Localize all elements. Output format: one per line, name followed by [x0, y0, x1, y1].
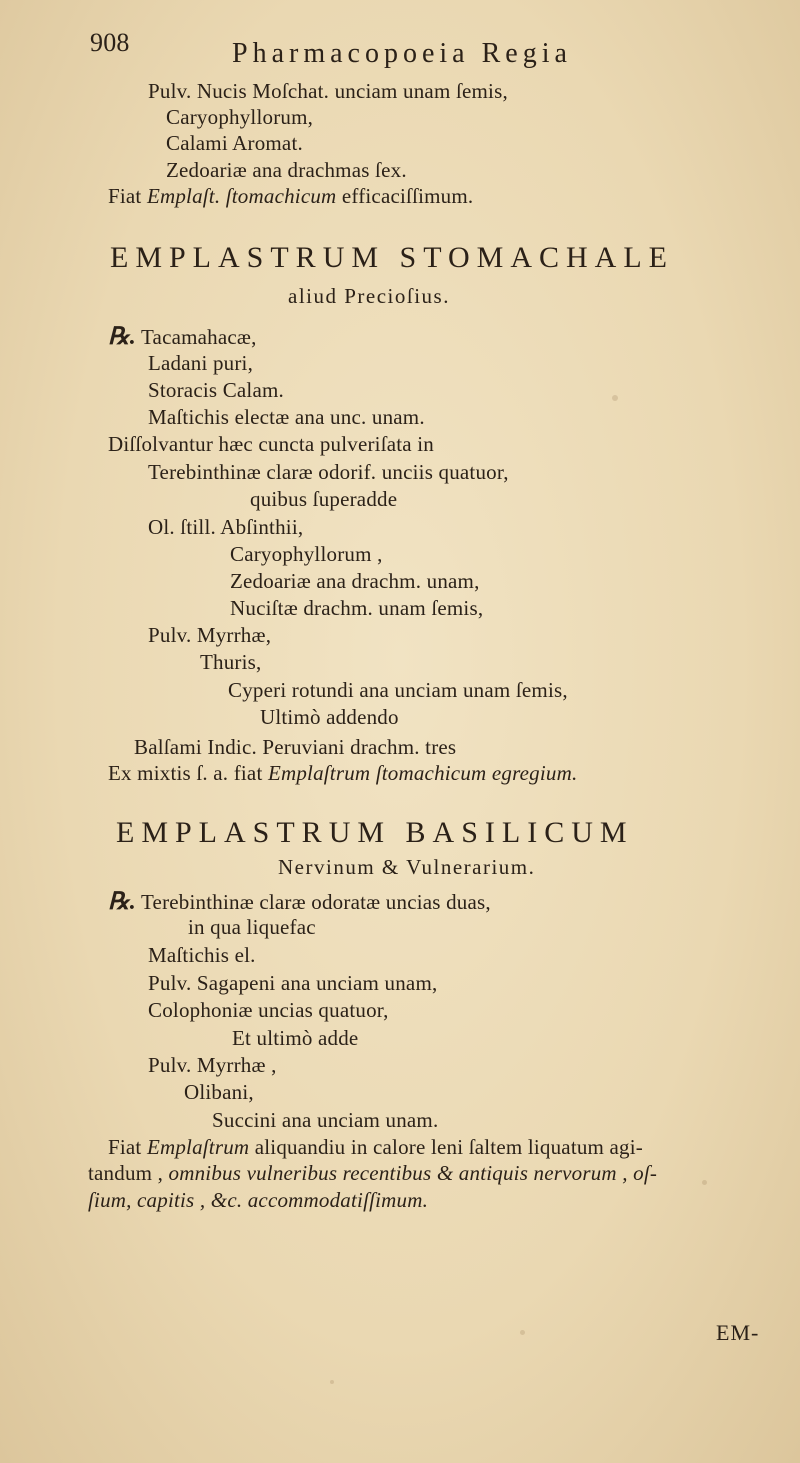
text-span: Tacamahacæ, [141, 325, 257, 349]
stain-mark [612, 395, 618, 401]
text-line: Calami Aromat. [166, 131, 303, 155]
text-line: in qua liquefac [188, 915, 316, 939]
text-span: Ex mixtis ſ. a. fiat [108, 761, 263, 785]
text-line: Balſami Indic. Peruviani drachm. tres [134, 735, 457, 759]
text-line: Pulv. Myrrhæ, [148, 623, 272, 647]
text-line: Maſtichis electæ ana unc. unam. [148, 405, 425, 429]
running-title: Pharmacopoeia Regia [232, 38, 572, 69]
text-line [88, 1163, 657, 1184]
text-span-italic: Emplaſtrum ſtomachicum egregium. [267, 761, 578, 785]
text-line [108, 186, 473, 207]
text-line: Diſſolvantur hæc cuncta pulveriſata in [108, 432, 435, 456]
text-line: Cyperi rotundi ana unciam unam ſemis, [228, 678, 568, 702]
text-line: Caryophyllorum , [230, 542, 383, 566]
text-line: Ladani puri, [148, 351, 254, 375]
text-line: Thuris, [200, 650, 262, 674]
text-line: Pulv. Nucis Moſchat. unciam unam ſemis, [148, 79, 508, 103]
text-span: Fiat [108, 1135, 142, 1159]
text-span: Terebinthinæ claræ odoratæ uncias duas, [141, 890, 491, 914]
text-span: Fiat [108, 184, 142, 208]
page-number: 908 [90, 28, 130, 57]
text-line: quibus ſuperadde [250, 487, 398, 511]
text-line: Olibani, [184, 1080, 254, 1104]
text-span: tandum , [88, 1161, 164, 1185]
text-line [108, 1137, 643, 1158]
text-line: Ultimò addendo [260, 705, 399, 729]
catchword: EM- [716, 1320, 760, 1345]
text-span: aliquandiu in calore leni ſaltem liquatum agi- [254, 1135, 643, 1159]
text-span-italic: Emplaſtrum [146, 1135, 250, 1159]
text-line: Terebinthinæ claræ odorif. unciis quatuor, [148, 460, 509, 484]
text-line: Pulv. Myrrhæ , [148, 1053, 277, 1077]
text-span: efficaciſſimum. [341, 184, 474, 208]
text-line [108, 890, 491, 914]
text-line: Caryophyllorum, [166, 105, 314, 129]
text-line: Colophoniæ uncias quatuor, [148, 998, 389, 1022]
text-span-italic: Emplaſt. ſtomachicum [146, 184, 337, 208]
text-line: Storacis Calam. [148, 378, 284, 402]
text-line: Pulv. Sagapeni ana unciam unam, [148, 971, 438, 995]
stain-mark [520, 1330, 525, 1335]
text-line: ſium, capitis , &c. accommodatiſſimum. [88, 1188, 429, 1212]
section-title: EMPLASTRUM STOMACHALE [110, 241, 674, 274]
recipe-symbol: ℞. [108, 889, 136, 915]
text-span-italic: omnibus vulneribus recentibus & antiquis nervorum , oſ- [168, 1161, 658, 1185]
text-line: Zedoariæ ana drachmas ſex. [166, 158, 407, 182]
text-line: Nuciſtæ drachm. unam ſemis, [230, 596, 484, 620]
section-title: EMPLASTRUM BASILICUM [116, 816, 634, 849]
text-line [108, 325, 257, 349]
stain-mark [702, 1180, 707, 1185]
text-line [108, 763, 577, 784]
recipe-symbol: ℞. [108, 324, 136, 350]
text-line: Et ultimò adde [232, 1026, 359, 1050]
stain-mark [330, 1380, 334, 1384]
section-subtitle: Nervinum & Vulnerarium. [278, 855, 536, 879]
section-subtitle: aliud Precioſius. [288, 284, 450, 308]
text-line: Succini ana unciam unam. [212, 1108, 439, 1132]
text-line: Ol. ſtill. Abſinthii, [148, 515, 304, 539]
text-line: Zedoariæ ana drachm. unam, [230, 569, 480, 593]
text-line: Maſtichis el. [148, 943, 256, 967]
